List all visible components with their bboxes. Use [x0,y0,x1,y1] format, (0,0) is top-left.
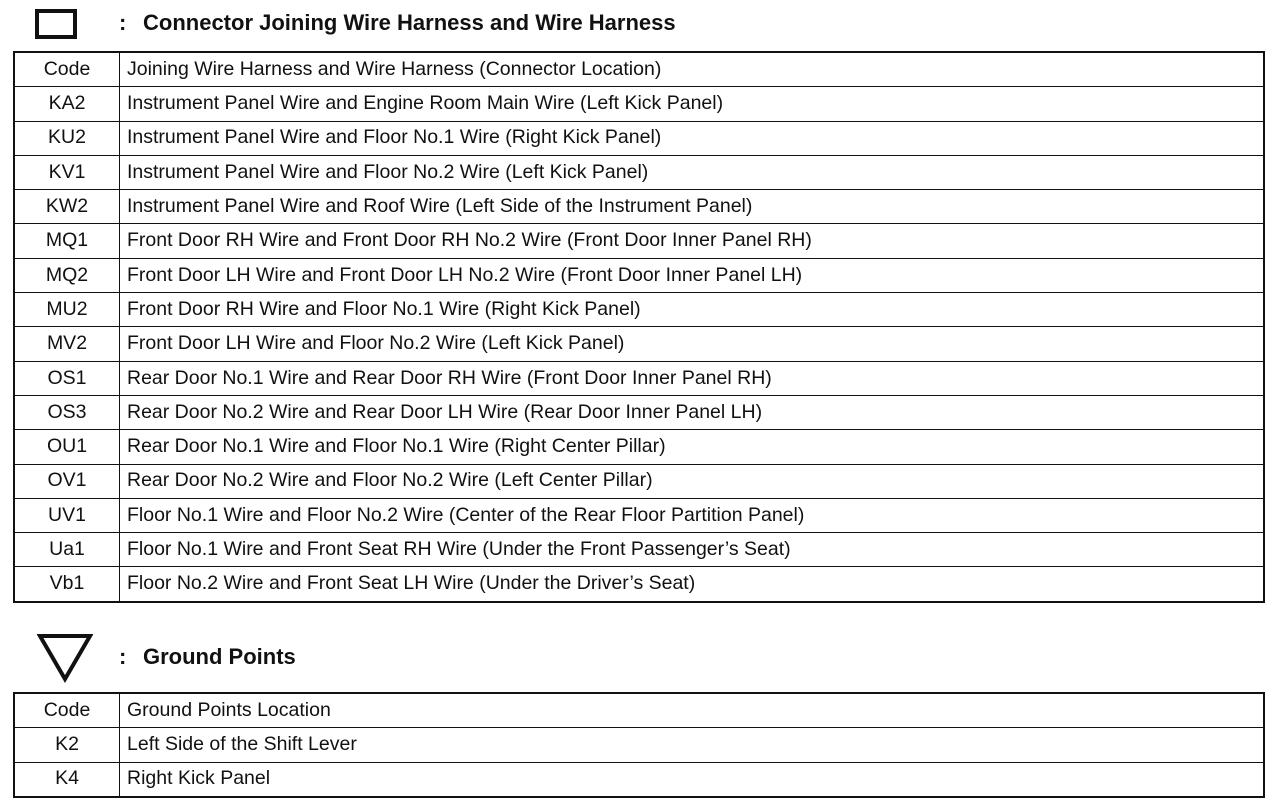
table-row [14,395,1264,429]
row-code: KW2 [14,190,120,224]
table-row [14,327,1264,361]
row-desc: Front Door LH Wire and Front Door LH No.2 Wire (Front Door Inner Panel LH) [120,258,1265,292]
row-code: KV1 [14,155,120,189]
row-desc: Rear Door No.1 Wire and Floor No.1 Wire (Right Center Pillar) [120,430,1265,464]
row-desc: Floor No.1 Wire and Front Seat RH Wire (Under the Front Passenger’s Seat) [120,533,1265,567]
table-row [14,258,1264,292]
row-code: OS1 [14,361,120,395]
connectors-heading: Connector Joining Wire Harness and Wire Harness [143,10,676,35]
header-code: Code [14,52,120,87]
grounds-separator: : [119,644,127,669]
row-desc: Instrument Panel Wire and Roof Wire (Left Side of the Instrument Panel) [120,190,1265,224]
table-row [14,293,1264,327]
table-row [14,567,1264,602]
row-code: MQ1 [14,224,120,258]
row-code: MV2 [14,327,120,361]
table-header-row [14,693,1264,728]
table-row [14,361,1264,395]
row-code: KA2 [14,87,120,121]
row-code: UV1 [14,498,120,532]
row-desc: Left Side of the Shift Lever [120,728,1265,762]
table-row [14,728,1264,762]
row-desc: Rear Door No.1 Wire and Rear Door RH Wire (Front Door Inner Panel RH) [120,361,1265,395]
row-desc: Front Door RH Wire and Floor No.1 Wire (Right Kick Panel) [120,293,1265,327]
row-desc: Right Kick Panel [120,762,1265,797]
row-desc: Rear Door No.2 Wire and Floor No.2 Wire (Left Center Pillar) [120,464,1265,498]
row-desc: Floor No.2 Wire and Front Seat LH Wire (Under the Driver’s Seat) [120,567,1265,602]
triangle-down-icon [37,633,93,683]
row-desc: Instrument Panel Wire and Engine Room Main Wire (Left Kick Panel) [120,87,1265,121]
row-code: OS3 [14,395,120,429]
row-code: K2 [14,728,120,762]
row-code: Vb1 [14,567,120,602]
table-header-row [14,52,1264,87]
row-desc: Instrument Panel Wire and Floor No.2 Wire (Left Kick Panel) [120,155,1265,189]
ground-points-table [13,692,1265,798]
row-desc: Instrument Panel Wire and Floor No.1 Wire (Right Kick Panel) [120,121,1265,155]
row-code: MQ2 [14,258,120,292]
row-desc: Rear Door No.2 Wire and Rear Door LH Wire (Rear Door Inner Panel LH) [120,395,1265,429]
row-desc: Front Door LH Wire and Floor No.2 Wire (Left Kick Panel) [120,327,1265,361]
header-desc: Joining Wire Harness and Wire Harness (Connector Location) [120,52,1265,87]
header-desc: Ground Points Location [120,693,1265,728]
row-code: Ua1 [14,533,120,567]
table-row [14,190,1264,224]
table-row [14,87,1264,121]
row-desc: Front Door RH Wire and Front Door RH No.2 Wire (Front Door Inner Panel RH) [120,224,1265,258]
row-code: OV1 [14,464,120,498]
table-row [14,762,1264,797]
table-row [14,498,1264,532]
square-outline-icon [35,9,77,39]
table-row [14,430,1264,464]
row-code: K4 [14,762,120,797]
row-code: KU2 [14,121,120,155]
table-row [14,121,1264,155]
row-code: MU2 [14,293,120,327]
row-desc: Floor No.1 Wire and Floor No.2 Wire (Center of the Rear Floor Partition Panel) [120,498,1265,532]
table-row [14,224,1264,258]
table-row [14,155,1264,189]
grounds-heading: Ground Points [143,644,296,669]
connector-table [13,51,1265,603]
table-row [14,533,1264,567]
connectors-separator: : [119,10,127,35]
header-code: Code [14,693,120,728]
table-row [14,464,1264,498]
row-code: OU1 [14,430,120,464]
